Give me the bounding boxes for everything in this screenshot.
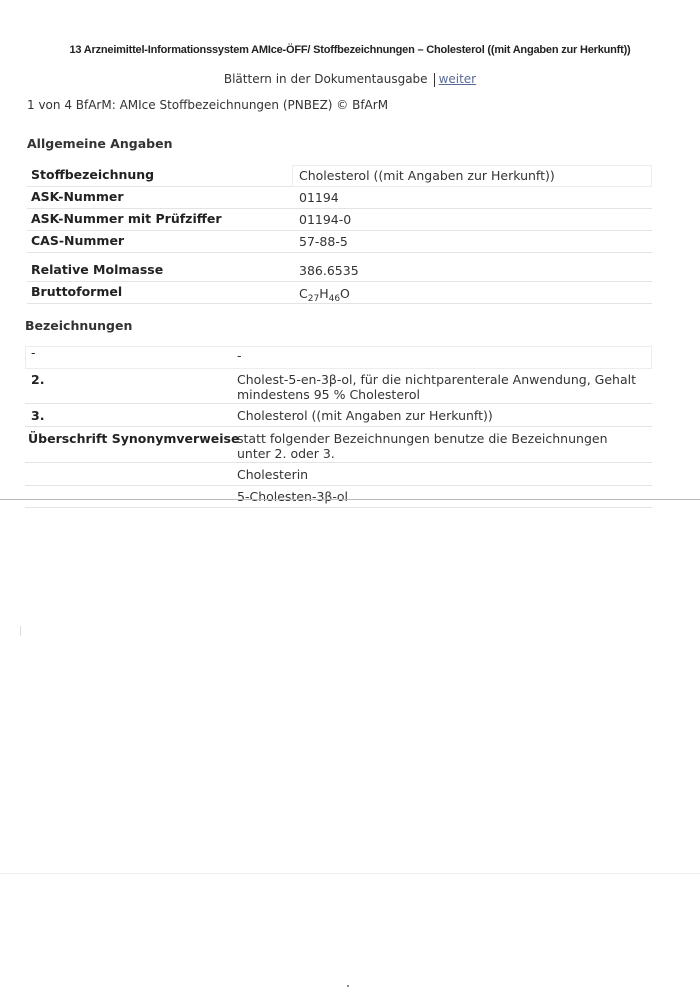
table-row [27, 165, 652, 187]
table-row [27, 187, 652, 209]
table-row [27, 209, 652, 231]
table-row [25, 346, 652, 369]
table-row [27, 260, 652, 282]
table-row [25, 369, 652, 404]
section-title-general: Allgemeine Angaben [27, 136, 173, 151]
row-value: 01194 [299, 190, 339, 205]
table-row [25, 428, 652, 463]
row-value: 01194-0 [299, 212, 352, 227]
section-title-names: Bezeichnungen [25, 318, 133, 333]
row-label: CAS-Nummer [31, 233, 125, 248]
row-label: ASK-Nummer [31, 189, 124, 204]
table-row [27, 282, 652, 304]
molecular-formula: $C_{27}H_{46}O$ [299, 286, 350, 304]
row-label: Stoffbezeichnung [31, 167, 155, 182]
nav-text: Blättern in der Dokumentausgabe [223, 72, 428, 86]
scan-mark [20, 626, 27, 636]
row-value: Cholesterol ((mit Angaben zur Herkunft)) [299, 168, 555, 183]
row-value: statt folgender Bezeichnungen benutze die Bezeichnungen unter 2. oder 3. [237, 431, 608, 461]
row-label: 3. [31, 408, 45, 423]
row-value: Cholest-5-en-3β-ol, für die nichtparenterale Anwendung, Gehalt mindestens 95 % Cholesterol [237, 372, 636, 402]
page-info: 1 von 4 BfArM: AMIce Stoffbezeichnungen (PNBEZ) © BfArM [27, 98, 389, 112]
row-value: - [237, 348, 242, 363]
table-row [25, 405, 652, 427]
row-label: Relative Molmasse [31, 262, 164, 277]
document-header-title: 13 Arzneimittel-Informationssystem AMIce-ÖFF/ Stoffbezeichnungen – Cholesterol ((mit Angaben zur Herkunft)) [69, 44, 631, 56]
row-label: Bruttoformel [31, 284, 123, 299]
row-label: ASK-Nummer mit Prüfziffer [31, 211, 222, 226]
scan-dot [347, 985, 349, 987]
row-value: 57-88-5 [299, 234, 348, 249]
page-break-line [0, 499, 700, 500]
row-value: Cholesterol ((mit Angaben zur Herkunft)) [237, 408, 493, 423]
document-navigation [0, 72, 700, 87]
row-label: Überschrift Synonymverweise [28, 431, 240, 446]
table-row [25, 486, 652, 508]
row-value: 386.6535 [299, 263, 359, 278]
nav-separator [434, 73, 435, 87]
row-value: 5-Cholesten-3β-ol [237, 489, 349, 504]
row-label: - [31, 345, 36, 360]
table-row [27, 231, 652, 253]
table-row [25, 464, 652, 486]
bottom-divider [0, 873, 700, 874]
row-label: 2. [31, 372, 45, 387]
row-value: Cholesterin [237, 467, 309, 482]
next-link[interactable]: weiter [438, 72, 477, 86]
